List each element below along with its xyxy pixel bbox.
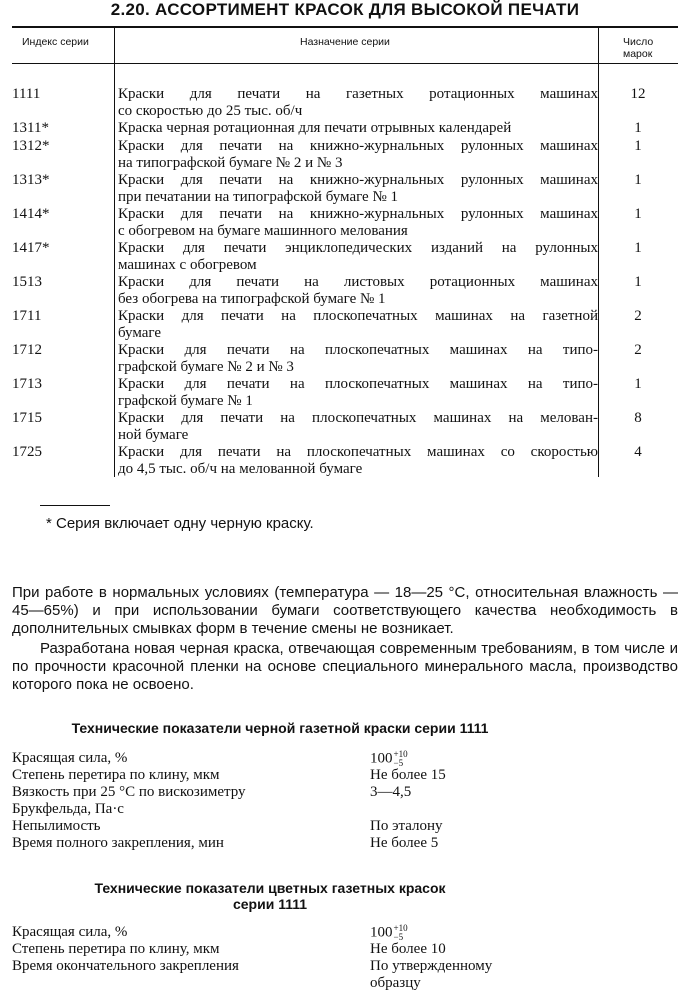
table-row-index: 1312*: [12, 138, 50, 154]
spec-value-text: По эталону: [370, 818, 443, 834]
spec-property: Время полного закрепления, мин: [12, 835, 224, 851]
footnote: * Серия включает одну черную краску.: [46, 515, 314, 532]
table-row-purpose-line: Краски для печати на газетных ротационных машинах: [118, 86, 598, 102]
paragraph-2: Разработана новая черная краска, отвечающая современным требованиям, в том числе и по прочности красочной пленки на основе специального минерального масла, производство которого пока не освоено.: [12, 640, 678, 693]
tolerance-upper: +10: [393, 923, 408, 933]
table-row-purpose-line: графской бумаге № 1: [118, 393, 253, 409]
spec-property: Степень перетира по клину, мкм: [12, 941, 220, 957]
header-index: Индекс серии: [22, 36, 89, 48]
tolerance-lower: −5: [393, 932, 404, 942]
table-row-count: 1: [634, 206, 642, 222]
spec-value-text: Не более 5: [370, 835, 439, 851]
table-row-count: 1: [634, 172, 642, 188]
table-row-count: 4: [634, 444, 642, 460]
table-row-index: 1513: [12, 274, 42, 290]
table-row-count: 12: [630, 86, 646, 102]
footnote-rule: [40, 505, 110, 506]
tolerance: [394, 924, 408, 942]
spec-property: Брукфельда, Па·с: [12, 801, 124, 817]
header-purpose: Назначение серии: [300, 36, 390, 48]
table-row-count: 1: [634, 120, 642, 136]
table-row-purpose-line: до 4,5 тыс. об/ч на мелованной бумаге: [118, 461, 363, 477]
table-row-purpose-line: Краски для печати энциклопедических изданий на рулонных: [118, 240, 598, 256]
table-row-index: 1713: [12, 376, 42, 392]
table-row-count: 8: [634, 410, 642, 426]
table-row-purpose-line: машинах с обогревом: [118, 257, 257, 273]
section2-heading-line2: серии 1111: [232, 896, 308, 912]
table-row-purpose-line: со скоростью до 25 тыс. об/ч: [118, 103, 303, 119]
table-row-purpose-line: Краски для печати на плоскопечатных машинах со скоростью: [118, 444, 598, 460]
page-title: 2.20. АССОРТИМЕНТ КРАСОК ДЛЯ ВЫСОКОЙ ПЕЧАТИ: [110, 0, 580, 19]
table-top-rule: [12, 26, 678, 28]
spec-property: Красящая сила, %: [12, 750, 128, 766]
table-row-index: 1715: [12, 410, 42, 426]
table-row-count: 1: [634, 274, 642, 290]
spec-property: Вязкость при 25 °С по вискозиметру: [12, 784, 246, 800]
table-row-purpose-line: Краски для печати на листовых ротационных машинах: [118, 274, 598, 290]
table-row-purpose-line: Краски для печати на книжно-журнальных рулонных машинах: [118, 172, 598, 188]
spec-value: [370, 835, 438, 852]
spec-value: [370, 818, 443, 835]
spec-property: Красящая сила, %: [12, 924, 128, 940]
spec-value: [370, 784, 411, 801]
table-row-purpose-line: Краски для печати на книжно-журнальных рулонных машинах: [118, 138, 598, 154]
paragraph-1: При работе в нормальных условиях (температура — 18—25 °С, относительная влажность —45—65%) и при использовании бумаги соответствующего качества необходимость в дополнительных смывках форм в течение смены не возникает.: [12, 584, 678, 637]
table-row-count: 1: [634, 376, 642, 392]
table-row-purpose-line: без обогрева на типографской бумаге № 1: [118, 291, 386, 307]
spec-value-text: 3—4,5: [370, 784, 412, 800]
table-row-index: 1111: [12, 86, 41, 102]
spec-value: [370, 958, 492, 975]
table-row-purpose-line: на типографской бумаге № 2 и № 3: [118, 155, 343, 171]
table-row-count: 2: [634, 342, 642, 358]
spec-property: Непылимость: [12, 818, 101, 834]
spec-value-text: 100: [370, 750, 393, 767]
spec-value-text: образцу: [370, 975, 421, 991]
table-row-count: 1: [634, 138, 642, 154]
spec-value: [370, 767, 446, 784]
spec-property: Степень перетира по клину, мкм: [12, 767, 220, 783]
tolerance: [394, 750, 408, 768]
spec-value-text: 100: [370, 924, 393, 941]
table-row-index: 1417*: [12, 240, 50, 256]
table-header-rule: [12, 63, 678, 64]
spec-value: [370, 750, 408, 768]
table-row-index: 1725: [12, 444, 42, 460]
table-row-purpose-line: при печатании на типографской бумаге № 1: [118, 189, 399, 205]
spec-value: [370, 975, 421, 992]
header-count-line2: марок: [623, 48, 653, 60]
spec-value-text: Не более 15: [370, 767, 446, 783]
table-row-purpose-line: Краски для печати на плоскопечатных машинах на мелован-: [118, 410, 598, 426]
table-row-count: 2: [634, 308, 642, 324]
table-row-index: 1313*: [12, 172, 50, 188]
section1-heading: Технические показатели черной газетной краски серии 1111: [71, 720, 489, 736]
spec-property: Время окончательного закрепления: [12, 958, 239, 974]
table-row-index: 1414*: [12, 206, 50, 222]
table-row-index: 1711: [12, 308, 42, 324]
table-row-index: 1712: [12, 342, 42, 358]
table-row-purpose-line: Краска черная ротационная для печати отрывных календарей: [118, 120, 512, 136]
table-row-purpose-line: графской бумаге № 2 и № 3: [118, 359, 294, 375]
table-row-purpose-line: Краски для печати на плоскопечатных машинах на типо-: [118, 342, 598, 358]
spec-value: [370, 924, 408, 942]
table-row-purpose-line: с обогревом на бумаге машинного мелования: [118, 223, 408, 239]
spec-value-text: Не более 10: [370, 941, 446, 957]
table-row-purpose-line: Краски для печати на книжно-журнальных рулонных машинах: [118, 206, 598, 222]
tolerance-lower: −5: [393, 758, 404, 768]
table-row-purpose-line: ной бумаге: [118, 427, 189, 443]
table-row-count: 1: [634, 240, 642, 256]
table-row-purpose-line: бумаге: [118, 325, 162, 341]
table-divider-1: [114, 27, 115, 477]
table-row-index: 1311*: [12, 120, 49, 136]
table-row-purpose-line: Краски для печати на плоскопечатных машинах на газетной: [118, 308, 598, 324]
header-count-line1: Число: [623, 36, 654, 48]
spec-value: [370, 941, 446, 958]
tolerance-upper: +10: [393, 749, 408, 759]
table-row-purpose-line: Краски для печати на плоскопечатных машинах на типо-: [118, 376, 598, 392]
section2-heading-line1: Технические показатели цветных газетных красок: [94, 880, 446, 896]
spec-value-text: По утвержденному: [370, 958, 493, 974]
